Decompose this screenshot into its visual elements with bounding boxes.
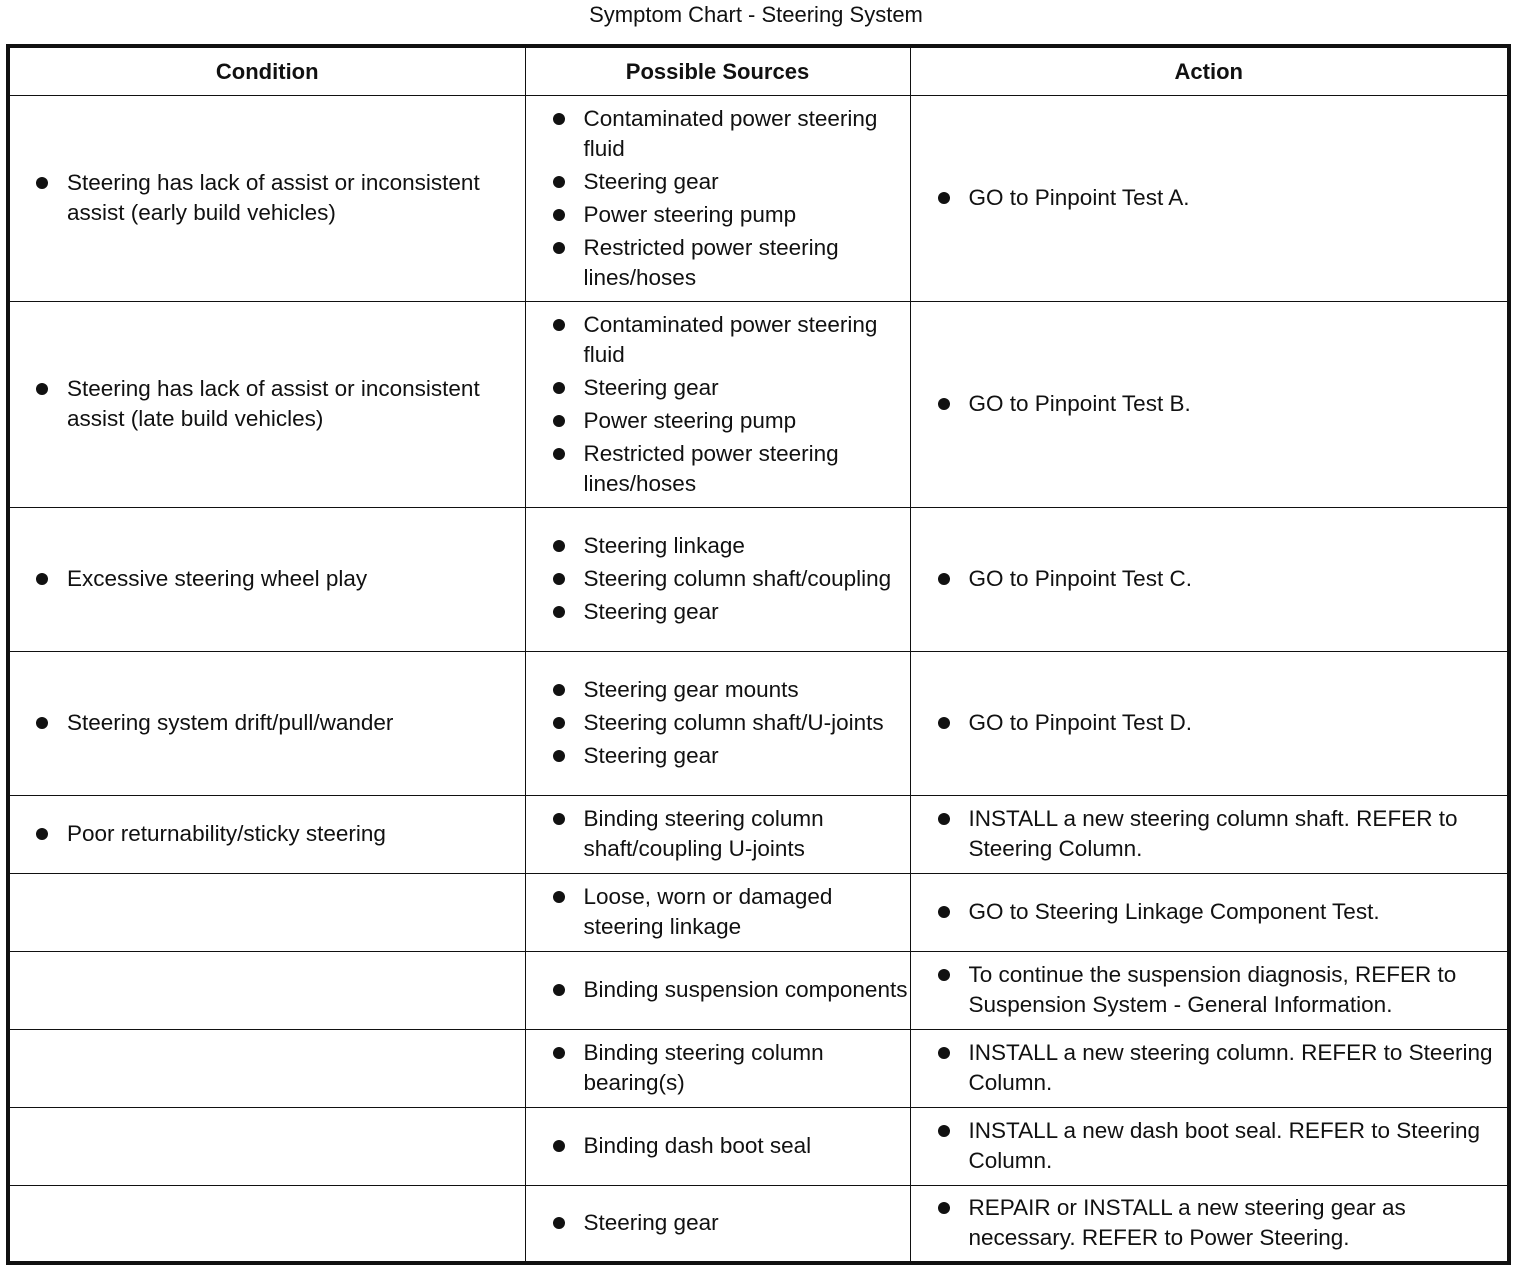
table-row xyxy=(8,796,1509,874)
condition-cell xyxy=(8,96,525,302)
bullet-list xyxy=(911,960,1508,1020)
bullet-list xyxy=(911,183,1508,213)
bullet-item: INSTALL a new dash boot seal. REFER to Steering Column. xyxy=(911,1116,1508,1176)
table-row xyxy=(8,652,1509,796)
condition-cell xyxy=(8,952,525,1030)
bullet-list xyxy=(526,975,910,1005)
bullet-item: Steering gear xyxy=(526,597,910,627)
bullet-list xyxy=(526,1131,910,1161)
table-body xyxy=(8,96,1509,1263)
bullet-item: Steering system drift/pull/wander xyxy=(10,708,525,738)
condition-cell xyxy=(8,302,525,508)
bullet-item: Steering has lack of assist or inconsistent assist (late build vehicles) xyxy=(10,374,525,434)
bullet-list xyxy=(911,897,1508,927)
condition-cell xyxy=(8,652,525,796)
bullet-item: GO to Pinpoint Test C. xyxy=(911,564,1508,594)
bullet-list xyxy=(526,675,910,771)
sources-cell xyxy=(525,302,910,508)
bullet-item: Binding steering column shaft/coupling U-joints xyxy=(526,804,910,864)
bullet-list xyxy=(911,1193,1508,1253)
bullet-list xyxy=(526,1208,910,1238)
bullet-item: Steering gear xyxy=(526,741,910,771)
action-cell xyxy=(910,1186,1509,1263)
action-cell xyxy=(910,96,1509,302)
sources-cell xyxy=(525,1030,910,1108)
bullet-item: GO to Steering Linkage Component Test. xyxy=(911,897,1508,927)
condition-cell xyxy=(8,796,525,874)
bullet-list xyxy=(911,804,1508,864)
bullet-list xyxy=(526,310,910,499)
bullet-item: Steering gear xyxy=(526,373,910,403)
header-row xyxy=(8,46,1509,96)
possible-sources-header: Possible Sources xyxy=(525,46,910,96)
bullet-item: Steering column shaft/coupling xyxy=(526,564,910,594)
sources-cell xyxy=(525,952,910,1030)
bullet-item: Steering column shaft/U-joints xyxy=(526,708,910,738)
bullet-list xyxy=(10,168,525,228)
bullet-list xyxy=(10,374,525,434)
bullet-item: GO to Pinpoint Test B. xyxy=(911,389,1508,419)
bullet-list xyxy=(526,1038,910,1098)
bullet-item: GO to Pinpoint Test D. xyxy=(911,708,1508,738)
condition-header: Condition xyxy=(8,46,525,96)
bullet-item: Steering gear xyxy=(526,167,910,197)
bullet-list xyxy=(10,819,525,849)
table-row xyxy=(8,508,1509,652)
bullet-item: Poor returnability/sticky steering xyxy=(10,819,525,849)
bullet-item: Excessive steering wheel play xyxy=(10,564,525,594)
action-cell xyxy=(910,874,1509,952)
table-row xyxy=(8,1030,1509,1108)
bullet-item: Power steering pump xyxy=(526,200,910,230)
bullet-item: INSTALL a new steering column shaft. REFER to Steering Column. xyxy=(911,804,1508,864)
condition-cell xyxy=(8,508,525,652)
bullet-item: Steering gear mounts xyxy=(526,675,910,705)
bullet-item: Loose, worn or damaged steering linkage xyxy=(526,882,910,942)
sources-cell xyxy=(525,796,910,874)
bullet-list xyxy=(911,1038,1508,1098)
bullet-list xyxy=(526,104,910,293)
condition-cell xyxy=(8,1186,525,1263)
sources-cell xyxy=(525,508,910,652)
bullet-item: Steering has lack of assist or inconsistent assist (early build vehicles) xyxy=(10,168,525,228)
sources-cell xyxy=(525,1186,910,1263)
bullet-list xyxy=(911,1116,1508,1176)
table-row xyxy=(8,1108,1509,1186)
bullet-list xyxy=(526,882,910,942)
action-cell xyxy=(910,1030,1509,1108)
table-row xyxy=(8,952,1509,1030)
bullet-item: Restricted power steering lines/hoses xyxy=(526,439,910,499)
bullet-list xyxy=(911,564,1508,594)
condition-cell xyxy=(8,1108,525,1186)
action-header: Action xyxy=(910,46,1509,96)
bullet-list xyxy=(10,564,525,594)
bullet-item: Steering linkage xyxy=(526,531,910,561)
bullet-list xyxy=(526,804,910,864)
chart-title: Symptom Chart - Steering System xyxy=(589,2,923,27)
bullet-list xyxy=(10,708,525,738)
table-row xyxy=(8,874,1509,952)
bullet-item: Binding suspension components xyxy=(526,975,910,1005)
bullet-item: Binding steering column bearing(s) xyxy=(526,1038,910,1098)
bullet-item: Restricted power steering lines/hoses xyxy=(526,233,910,293)
sources-cell xyxy=(525,1108,910,1186)
bullet-item: Power steering pump xyxy=(526,406,910,436)
condition-cell xyxy=(8,874,525,952)
action-cell xyxy=(910,796,1509,874)
action-cell xyxy=(910,302,1509,508)
condition-cell xyxy=(8,1030,525,1108)
action-cell xyxy=(910,652,1509,796)
bullet-list xyxy=(911,389,1508,419)
bullet-item: GO to Pinpoint Test A. xyxy=(911,183,1508,213)
bullet-item: INSTALL a new steering column. REFER to Steering Column. xyxy=(911,1038,1508,1098)
bullet-item: Contaminated power steering fluid xyxy=(526,104,910,164)
bullet-item: Steering gear xyxy=(526,1208,910,1238)
bullet-list xyxy=(911,708,1508,738)
bullet-item: Contaminated power steering fluid xyxy=(526,310,910,370)
action-cell xyxy=(910,952,1509,1030)
action-cell xyxy=(910,508,1509,652)
bullet-list xyxy=(526,531,910,627)
table-row xyxy=(8,96,1509,302)
sources-cell xyxy=(525,874,910,952)
bullet-item: REPAIR or INSTALL a new steering gear as necessary. REFER to Power Steering. xyxy=(911,1193,1508,1253)
table-row xyxy=(8,1186,1509,1263)
bullet-item: Binding dash boot seal xyxy=(526,1131,910,1161)
bullet-item: To continue the suspension diagnosis, REFER to Suspension System - General Information. xyxy=(911,960,1508,1020)
action-cell xyxy=(910,1108,1509,1186)
symptom-table xyxy=(6,44,1511,1265)
table-row xyxy=(8,302,1509,508)
sources-cell xyxy=(525,96,910,302)
sources-cell xyxy=(525,652,910,796)
